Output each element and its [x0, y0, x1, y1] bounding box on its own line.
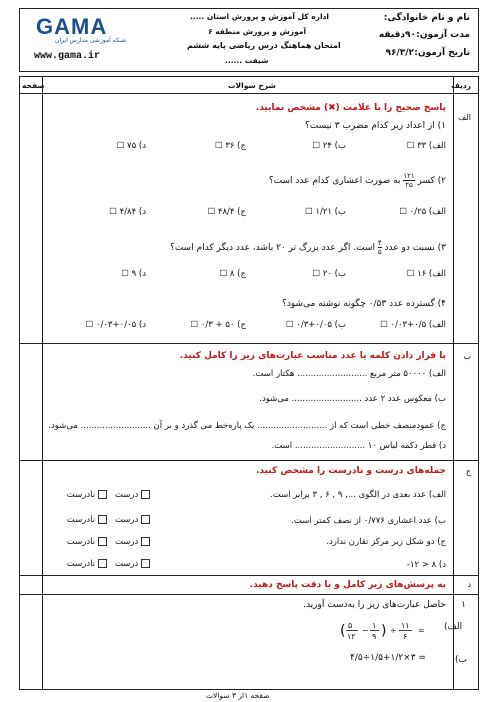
logo-text: GAMA [36, 14, 108, 39]
jim-item-a: الف) عدد بعدی در الگوی ..., ۹ , ۶ , ۳ برابر است. [270, 490, 446, 500]
svg-text:÷: ÷ [390, 626, 397, 635]
dal-q-text: حاصل عبارت‌های زیر را به‌دست آورید. [303, 600, 446, 610]
svg-text:=: = [418, 626, 425, 635]
row-dal: د [467, 580, 471, 589]
site-url[interactable]: www.gama.ir [34, 51, 101, 62]
q2-text [269, 172, 446, 189]
q2-pre: ۲) کسر [417, 176, 446, 186]
be-item-c: ج) عمودمنصف خطی است که از .......................... یک پاره‌خط می گذرد و بر آن .......................... می‌شود. [48, 421, 446, 431]
tf-row-4 [60, 559, 150, 569]
svg-text:): ) [381, 623, 387, 639]
row-jim: ج [465, 467, 471, 476]
q2-option-c[interactable]: ج) ۴۸/۴ ☐ [207, 207, 246, 217]
logo-subtext: شبکه آموزشی مدارس ایران [55, 37, 126, 44]
svg-text:−: − [362, 626, 369, 635]
false-label: نادرست [66, 537, 96, 547]
q1-option-b[interactable]: ب) ۲۴ ☐ [312, 141, 346, 151]
q2-post: به صورت اعشاری کدام عدد است؟ [268, 176, 401, 186]
true-label: درست [114, 490, 139, 500]
org-line1: اداره کل آموزش و پرورش استان ..... [190, 12, 329, 21]
q1-text: ۱) از اعداد زیر کدام مضرب ۳ نیست؟ [304, 121, 446, 131]
true-label: درست [114, 537, 139, 547]
dal-expr-a [444, 622, 462, 632]
svg-text:۵: ۵ [348, 621, 353, 630]
q3-post: است. اگر عدد بزرگ تر ۲۰ باشد، عدد دیگر کدام است؟ [170, 243, 375, 253]
dal-expr-a-math [338, 618, 442, 644]
jim-item-c: ج) دو شکل زیر مرکز تقارن ندارد. [326, 537, 446, 547]
q2-option-b[interactable]: ب) ۱/۲۱ ☐ [305, 207, 346, 217]
q3-fraction [378, 239, 382, 256]
true-label: درست [114, 515, 139, 525]
q2-option-d[interactable]: د) ۴/۸۴ ☐ [109, 207, 146, 217]
shift-label: شیفت ...... [225, 56, 269, 65]
col-row-header: ردیف [451, 81, 471, 90]
row-be: ب [463, 352, 471, 361]
true-checkbox[interactable] [141, 537, 150, 546]
true-checkbox[interactable] [141, 559, 150, 568]
svg-text:۶: ۶ [403, 632, 408, 641]
q4-option-a[interactable]: الف) ۰/۵+۰/۰۳ ☐ [380, 320, 446, 330]
false-checkbox[interactable] [98, 515, 107, 524]
q3-pre: ۳) نسبت دو عدد [384, 243, 446, 253]
date-value: ۹۶/۳/۲ [385, 48, 414, 58]
q4-option-d[interactable]: د) ۰/۰۵+۰/۰۳ ☐ [85, 320, 146, 330]
q4-option-c[interactable]: ج) ۵۰ + ۰/۳ ☐ [190, 320, 246, 330]
questions-table [19, 76, 479, 690]
tf-row-3 [60, 537, 150, 547]
page-footer: صفحه ۱از ۳ سوالات [206, 691, 270, 700]
tf-row-1 [60, 490, 150, 500]
true-checkbox[interactable] [141, 515, 150, 524]
dal-q-num: ۱ [461, 600, 466, 610]
logo [36, 14, 126, 50]
svg-text:(: ( [340, 623, 346, 639]
q4-option-b[interactable]: ب) ۰/۰۵+۰/۳ ☐ [285, 320, 346, 330]
true-checkbox[interactable] [141, 490, 150, 499]
false-label: نادرست [66, 515, 96, 525]
q3-den: ۵ [377, 248, 382, 256]
col-desc-header: شرح سوالات [228, 81, 276, 90]
q3-option-d[interactable]: د) ۹ ☐ [121, 269, 146, 279]
q1-option-a[interactable]: الف) ۳۳ ☐ [406, 141, 446, 151]
section-jim-title: جمله‌های درست و نادرست را مشخص کنید. [256, 466, 446, 476]
exam-title: امتحان هماهنگ درس ریاضی پایه ششم [187, 41, 341, 50]
name-label: نام و نام خانوادگی: [383, 13, 470, 23]
false-label: نادرست [66, 559, 96, 569]
svg-text:۹: ۹ [372, 632, 377, 641]
q4-text: ۴) گسترده عدد ۰/۵۳ چگونه نوشته می‌شود؟ [282, 299, 446, 309]
q3-option-b[interactable]: ب) ۲۰ ☐ [312, 269, 346, 279]
dal-b-label: ب) [455, 655, 467, 665]
dal-expr-b: ۴/۵÷۱/۵+۱/۲×۳ = [350, 653, 426, 663]
be-item-a: الف) ۵۰۰۰۰ متر مربع .......................... هکتار است. [252, 369, 446, 379]
duration-label: مدت آزمون: [416, 30, 470, 40]
q1-option-d[interactable]: د) ۷۵ ☐ [116, 141, 146, 151]
svg-text:۱: ۱ [372, 621, 377, 630]
org-line2: آموزش و پرورش منطقه ۶ [208, 27, 307, 36]
q2-den: ۲۵ [405, 181, 413, 189]
svg-text:۱۱: ۱۱ [401, 621, 410, 630]
be-item-b: ب) معکوس عدد ۲ عدد .......................... می‌شود. [259, 394, 446, 404]
false-checkbox[interactable] [98, 490, 107, 499]
tf-row-2 [60, 515, 150, 525]
q3-num: ۴ [377, 239, 382, 247]
false-label: نادرست [66, 490, 96, 500]
date-label: تاریخ آزمون: [414, 48, 470, 58]
section-dal-title: به پرسش‌های زیر کامل و با دقت پاسخ دهید. [249, 580, 446, 590]
jim-item-b: ب) عدد اعشاری ۰/۷۷۶ از نصف کمتر است. [291, 516, 446, 526]
svg-text:۱۲: ۱۲ [347, 632, 356, 641]
true-label: درست [114, 559, 139, 569]
be-item-d: د) قطر دکمه لباس ۱۰ .......................... است. [271, 441, 446, 451]
false-checkbox[interactable] [98, 559, 107, 568]
q3-text [170, 239, 446, 256]
q3-option-a[interactable]: الف) ۱۶ ☐ [406, 269, 446, 279]
dal-a-label: الف) [444, 622, 463, 632]
q3-option-c[interactable]: ج) ۸ ☐ [219, 269, 246, 279]
jim-item-d: د) ۸ < ۱۲- [406, 560, 446, 570]
q2-num: ۱۲۱ [403, 172, 415, 180]
row-alef: الف [458, 113, 471, 122]
duration-value: ۹۰دقیقه [378, 30, 416, 40]
q2-fraction [403, 172, 414, 189]
col-score-header: صفحه [22, 81, 45, 90]
q1-option-c[interactable]: ج) ۳۶ ☐ [215, 141, 246, 151]
section-be-title: با قرار دادن کلمه یا عدد مناسب عبارت‌های زیر را کامل کنید. [179, 351, 446, 361]
section-alef-title: پاسخ صحیح را با علامت (✖) مشخص نمایید. [255, 103, 446, 113]
q2-option-a[interactable]: الف) ۰/۲۵ ☐ [399, 207, 446, 217]
false-checkbox[interactable] [98, 537, 107, 546]
